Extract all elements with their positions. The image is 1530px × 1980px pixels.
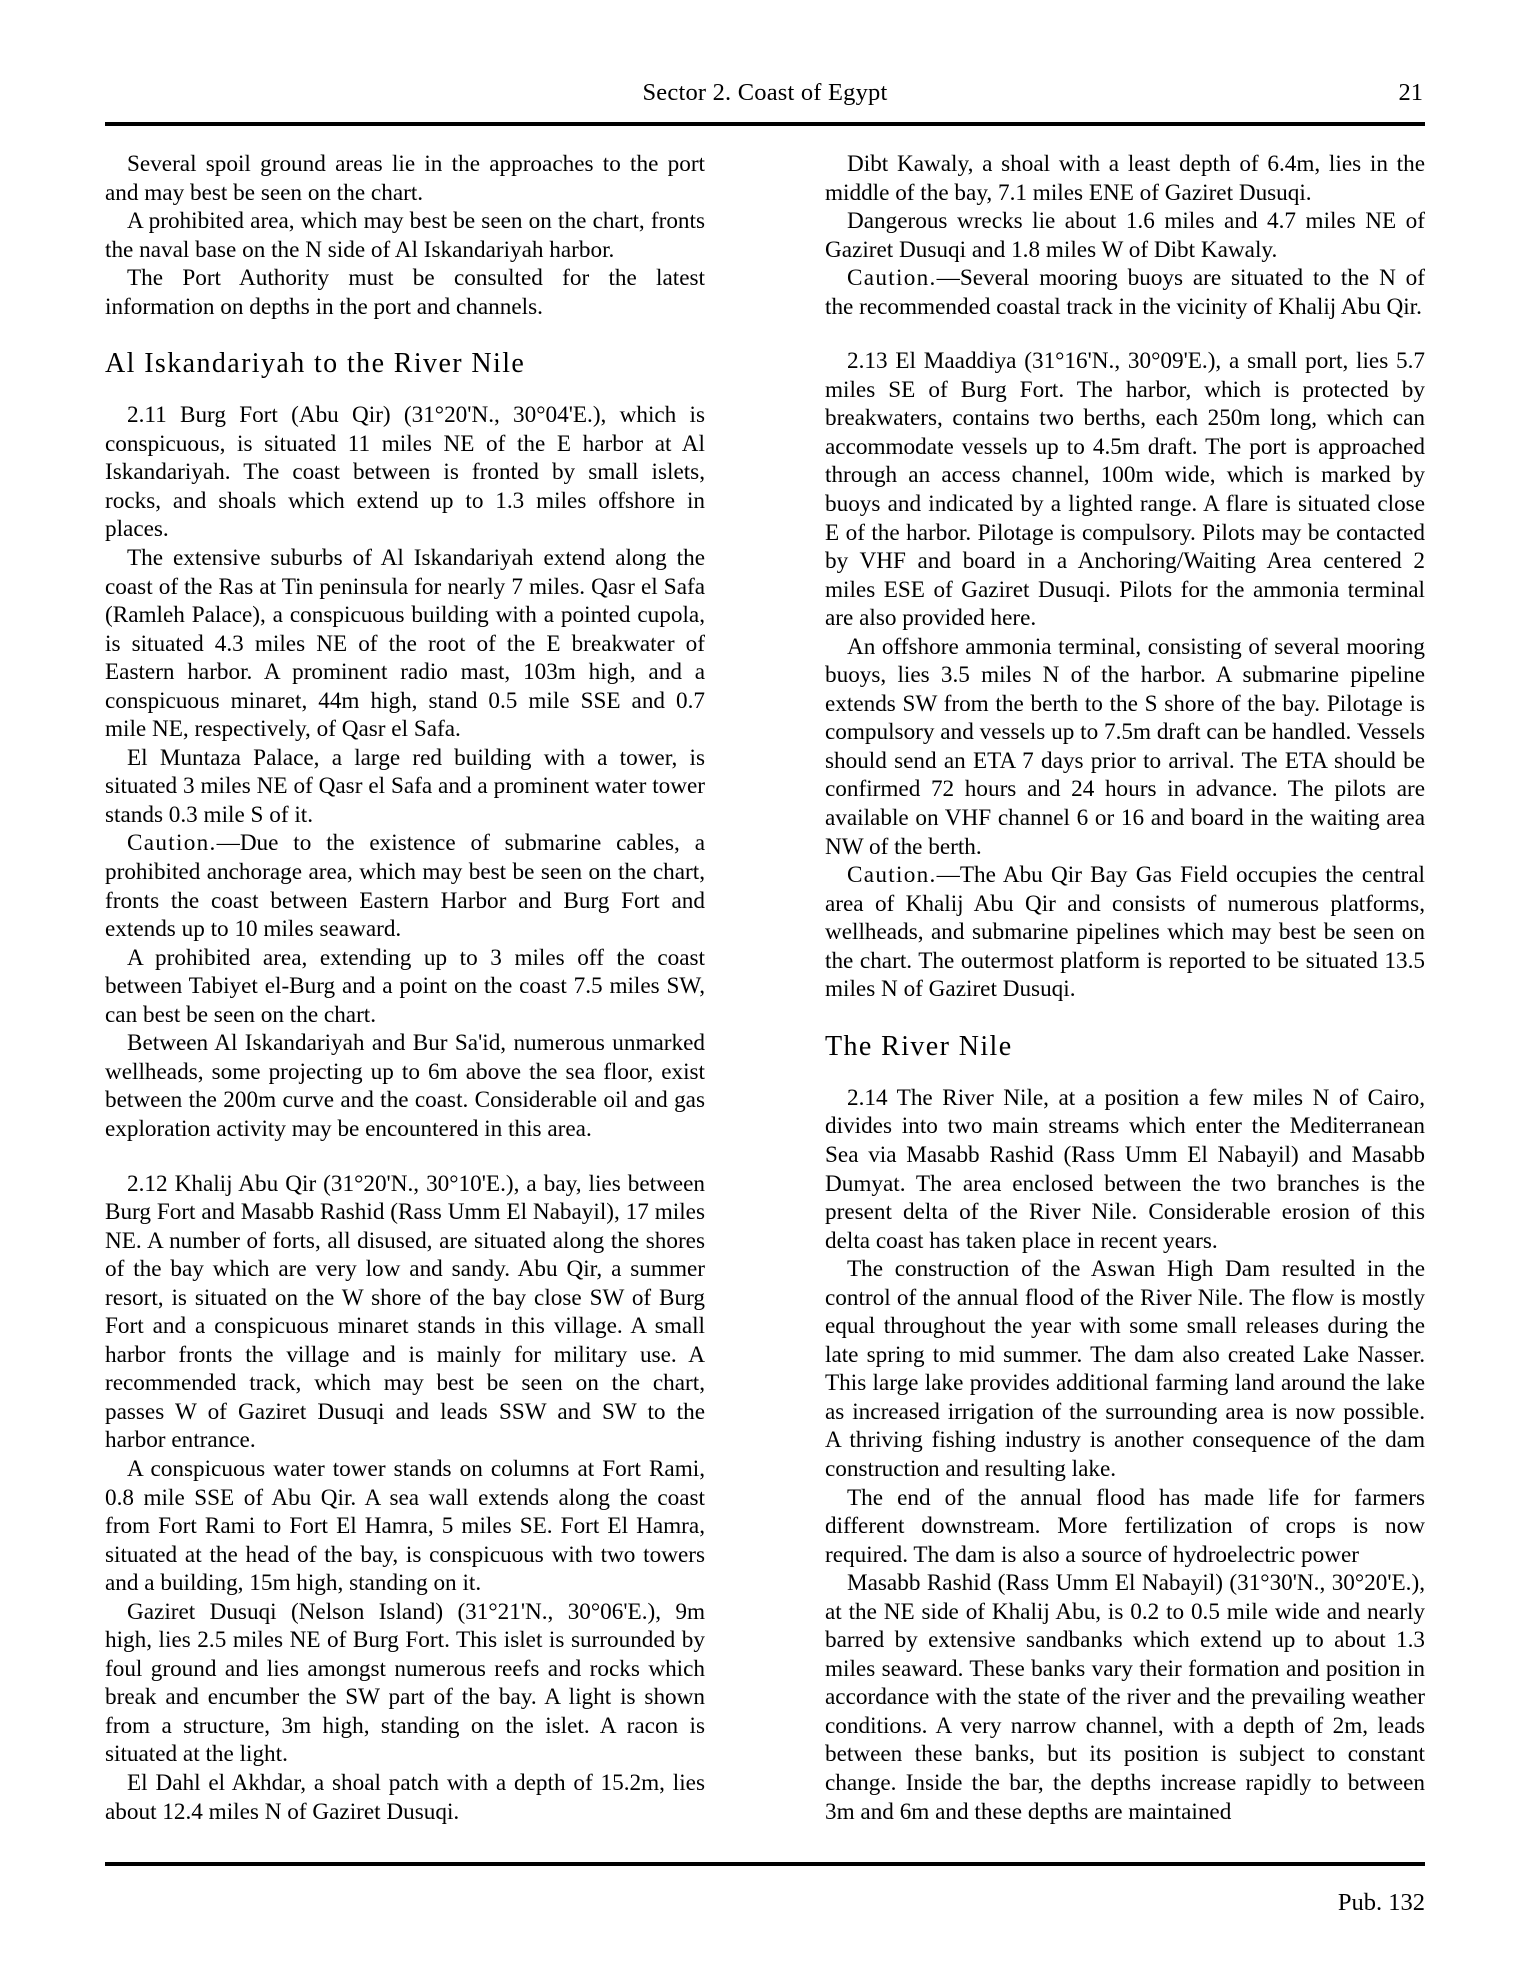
body-paragraph: Several spoil ground areas lie in the approaches to the port and may best be seen on the chart.: [105, 151, 705, 206]
body-paragraph: Dangerous wrecks lie about 1.6 miles and 4.7 miles NE of Gaziret Dusuqi and 1.8 miles W of Dibt Kawaly.: [825, 208, 1425, 263]
spacer: [825, 1004, 1425, 1030]
body-paragraph: A prohibited area, which may best be seen on the chart, fronts the naval base on the N side of Al Iskandariyah harbor.: [105, 208, 705, 263]
caution-label: Caution.: [847, 265, 937, 292]
body-paragraph: Caution.—Due to the existence of submarine cables, a prohibited anchorage area, which may best be seen on the chart, fronts the coast between Eastern Harbor and Burg Fort and extends up to 10 miles seaward.: [105, 830, 705, 943]
running-head: [105, 78, 1425, 114]
right-column: [825, 150, 1425, 1850]
caution-label: Caution.: [127, 830, 217, 857]
spacer: [105, 381, 705, 401]
body-paragraph: 2.12 Khalij Abu Qir (31°20'N., 30°10'E.), a bay, lies between Burg Fort and Masabb Rashid (Rass Umm El Nabayil), 17 miles NE. A number of forts, all disused, are situated along the shores of the bay which are very low and sandy. Abu Qir, a summer resort, is situated on the W shore of the bay close SW of Burg Fort and a conspicuous minaret stands in this village. A small harbor fronts the village and is mainly for military use. A recommended track, which may best be seen on the chart, passes W of Gaziret Dusuqi and leads SSW and SW to the harbor entrance.: [105, 1170, 705, 1454]
spacer: [825, 321, 1425, 347]
publication-label: Pub. 132: [1337, 1889, 1425, 1916]
body-paragraph: The extensive suburbs of Al Iskandariyah extend along the coast of the Ras at Tin peninsula for nearly 7 miles. Qasr el Safa (Ramleh Palace), a conspicuous building with a pointed cupola, is situated 4.3 miles NE of the root of the E breakwater of Eastern harbor. A prominent radio mast, 103m high, and a conspicuous minaret, 44m high, stand 0.5 mile SSE and 0.7 mile NE, respectively, of Qasr el Safa.: [105, 545, 705, 743]
running-head-title: Sector 2. Coast of Egypt: [642, 79, 888, 106]
body-paragraph: An offshore ammonia terminal, consisting of several mooring buoys, lies 3.5 miles N of the harbor. A submarine pipeline extends SW from the berth to the S shore of the bay. Pilotage is compulsory and vessels up to 7.5m draft can be handled. Vessels should send an ETA 7 days prior to arrival. The ETA should be confirmed 72 hours and 24 hours in advance. The pilots are available on VHF channel 6 or 16 and board in the waiting area NW of the berth.: [825, 633, 1425, 860]
body-paragraph: The Port Authority must be consulted for the latest information on depths in the port and channels.: [105, 265, 705, 320]
section-heading: The River Nile: [825, 1030, 1013, 1062]
body-paragraph: The construction of the Aswan High Dam resulted in the control of the annual flood of the River Nile. The flow is mostly equal throughout the year with some small releases during the late spring to mid summer. The dam also created Lake Nasser. This large lake provides additional farming land around the lake as increased irrigation of the surrounding area is now possible. A thriving fishing industry is another consequence of the dam construction and resulting lake.: [825, 1256, 1425, 1482]
header-rule: [105, 122, 1425, 126]
body-paragraph: The end of the annual flood has made life for farmers different downstream. More fertilization of crops is now required. The dam is also a source of hydroelectric power: [825, 1484, 1425, 1568]
body-paragraph: Masabb Rashid (Rass Umm El Nabayil) (31°30'N., 30°20'E.), at the NE side of Khalij Abu, is 0.2 to 0.5 mile wide and nearly barred by extensive sandbanks which extend up to about 1.3 miles seaward. These banks vary their formation and position in accordance with the state of the river and the prevailing weather conditions. A very narrow channel, with a depth of 2m, leads between these banks, but its position is subject to constant change. Inside the bar, the depths increase rapidly to between 3m and 6m and these depths are maintained: [825, 1570, 1425, 1825]
spacer: [105, 321, 705, 347]
body-paragraph: El Muntaza Palace, a large red building with a tower, is situated 3 miles NE of Qasr el Safa and a prominent water tower stands 0.3 mile S of it.: [105, 744, 705, 828]
body-paragraph: A prohibited area, extending up to 3 miles off the coast between Tabiyet el-Burg and a point on the coast 7.5 miles SW, can best be seen on the chart.: [105, 944, 705, 1028]
caution-label: Caution.: [847, 862, 937, 889]
body-paragraph: Gaziret Dusuqi (Nelson Island) (31°21'N., 30°06'E.), 9m high, lies 2.5 miles NE of Burg Fort. This islet is surrounded by foul ground and lies amongst numerous reefs and rocks which break and encumber the SW part of the bay. A light is shown from a structure, 3m high, standing on the islet. A racon is situated at the light.: [105, 1598, 705, 1768]
footer-rule: [105, 1862, 1425, 1866]
body-paragraph: Dibt Kawaly, a shoal with a least depth of 6.4m, lies in the middle of the bay, 7.1 miles ENE of Gaziret Dusuqi.: [825, 151, 1425, 206]
spacer: [105, 1144, 705, 1170]
body-paragraph: 2.11 Burg Fort (Abu Qir) (31°20'N., 30°04'E.), which is conspicuous, is situated 11 miles NE of the E harbor at Al Iskandariyah. The coast between is fronted by small islets, rocks, and shoals which extend up to 1.3 miles offshore in places.: [105, 402, 705, 543]
body-paragraph: 2.13 El Maaddiya (31°16'N., 30°09'E.), a small port, lies 5.7 miles SE of Burg Fort. The harbor, which is protected by breakwaters, contains two berths, each 250m long, which can accommodate vessels up to 4.5m draft. The port is approached through an access channel, 100m wide, which is marked by buoys and indicated by a lighted range. A flare is situated close E of the harbor. Pilotage is compulsory. Pilots may be contacted by VHF and board in a Anchoring/Waiting Area centered 2 miles ESE of Gaziret Dusuqi. Pilots for the ammonia terminal are also provided here.: [825, 348, 1425, 632]
spacer: [825, 1064, 1425, 1084]
left-column: [105, 150, 705, 1850]
section-heading: Al Iskandariyah to the River Nile: [105, 348, 526, 380]
body-paragraph: El Dahl el Akhdar, a shoal patch with a depth of 15.2m, lies about 12.4 miles N of Gaziret Dusuqi.: [105, 1769, 705, 1825]
body-paragraph: A conspicuous water tower stands on columns at Fort Rami, 0.8 mile SSE of Abu Qir. A sea wall extends along the coast from Fort Rami to Fort El Hamra, 5 miles SE. Fort El Hamra, situated at the head of the bay, is conspicuous with two towers and a building, 15m high, standing on it.: [105, 1455, 705, 1597]
page-number: 21: [1398, 79, 1423, 106]
body-paragraph: Caution.—Several mooring buoys are situated to the N of the recommended coastal track in the vicinity of Khalij Abu Qir.: [825, 265, 1425, 320]
body-paragraph: 2.14 The River Nile, at a position a few miles N of Cairo, divides into two main streams which enter the Mediterranean Sea via Masabb Rashid (Rass Umm El Nabayil) and Masabb Dumyat. The area enclosed between the two branches is the present delta of the River Nile. Considerable erosion of this delta coast has taken place in recent years.: [825, 1084, 1425, 1254]
body-paragraph: Caution.—The Abu Qir Bay Gas Field occupies the central area of Khalij Abu Qir and consists of numerous platforms, wellheads, and submarine pipelines which may best be seen on the chart. The outermost platform is reported to be situated 13.5 miles N of Gaziret Dusuqi.: [825, 862, 1425, 1003]
body-columns: [105, 150, 1425, 1850]
body-paragraph: Between Al Iskandariyah and Bur Sa'id, numerous unmarked wellheads, some projecting up to 6m above the sea floor, exist between the 200m curve and the coast. Considerable oil and gas exploration activity may be encountered in this area.: [105, 1030, 705, 1142]
